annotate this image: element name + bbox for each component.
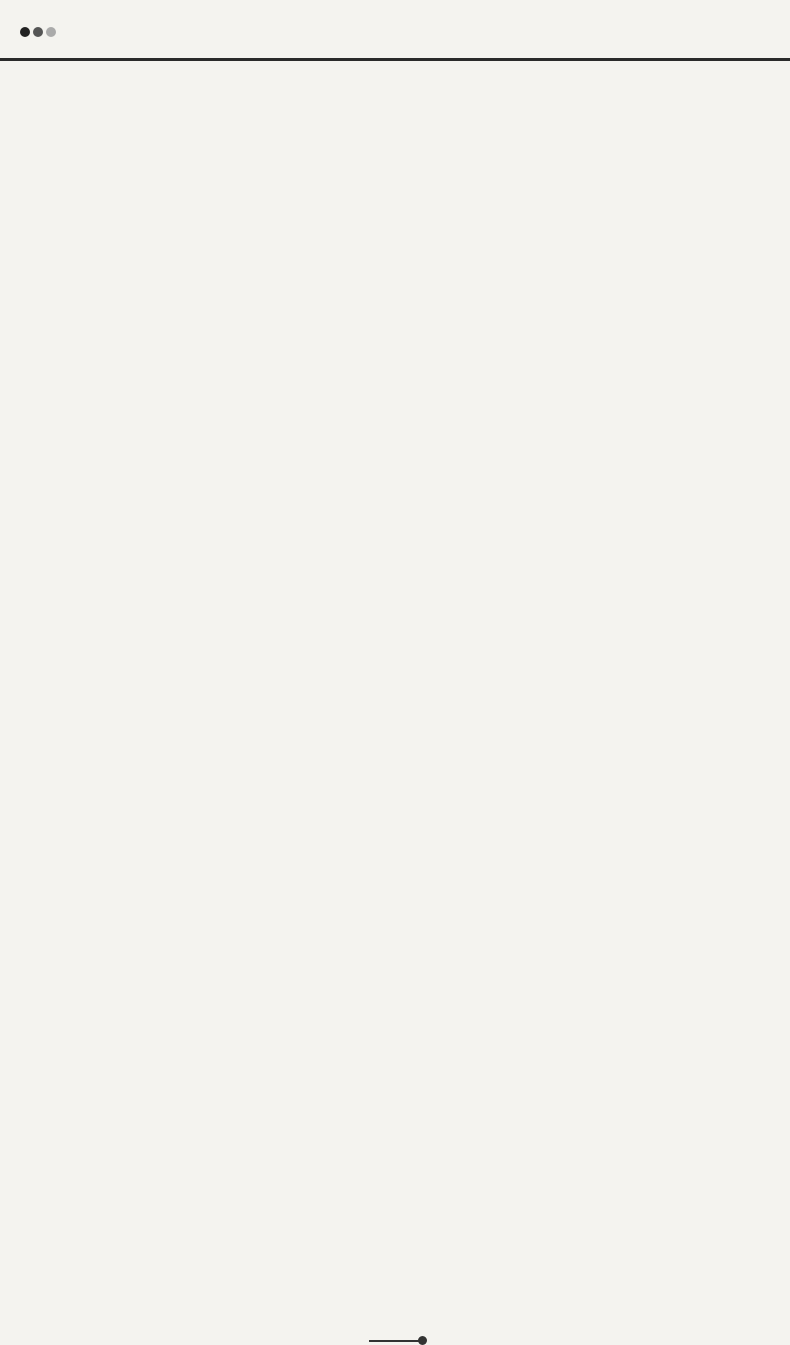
dots-ornament-icon	[20, 27, 56, 37]
page-footer	[0, 1294, 790, 1334]
table-of-contents	[0, 82, 790, 182]
footer-dot-icon	[418, 1336, 427, 1345]
part-title	[0, 82, 790, 182]
footer-rule	[369, 1340, 421, 1342]
running-head	[20, 18, 70, 46]
header-rule	[0, 58, 790, 61]
